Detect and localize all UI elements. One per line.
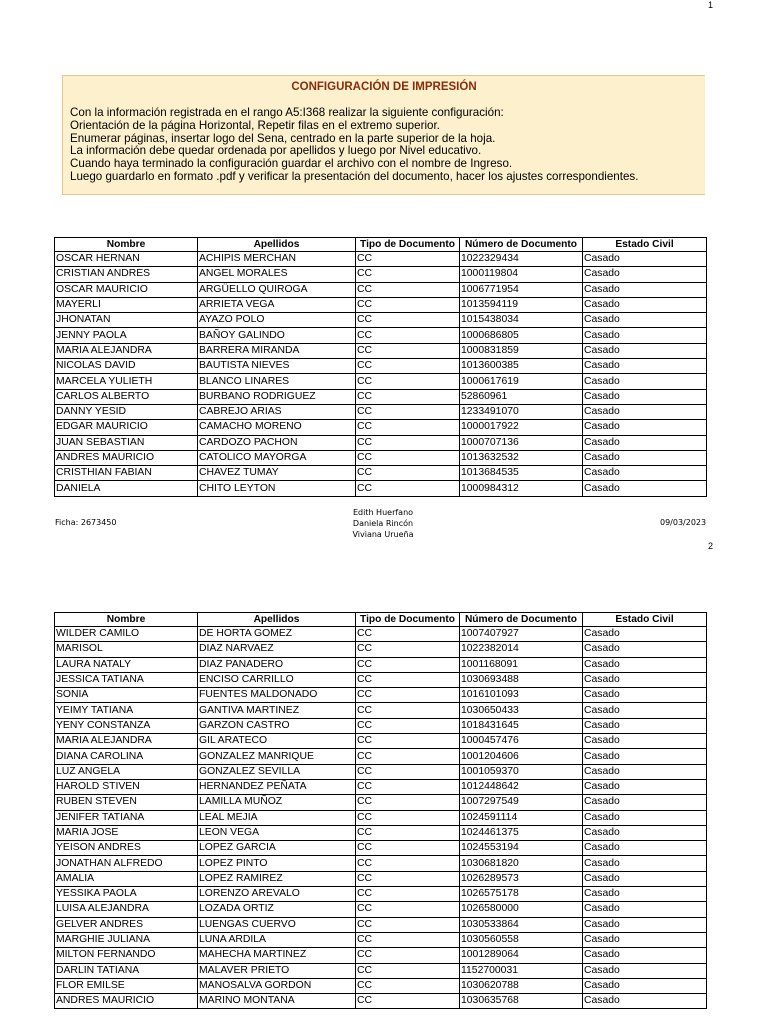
cell-apellidos: CARDOZO PACHON: [198, 435, 356, 450]
cell-estado-civil: Casado: [583, 963, 707, 978]
cell-numero-documento: 1015438034: [460, 313, 583, 328]
cell-apellidos: BLANCO LINARES: [198, 374, 356, 389]
cell-apellidos: LUNA ARDILA: [198, 932, 356, 947]
cell-apellidos: ENCISO CARRILLO: [198, 672, 356, 687]
header-tipo-documento: Tipo de Documento: [356, 613, 460, 627]
cell-apellidos: ANGEL MORALES: [198, 267, 356, 282]
author-name: Daniela Rincón: [352, 519, 414, 528]
cell-numero-documento: 1000617619: [460, 374, 583, 389]
table-row: [55, 810, 707, 825]
cell-nombre: JHONATAN: [55, 313, 198, 328]
cell-tipo-documento: CC: [356, 764, 460, 779]
header-numero-documento: Número de Documento: [460, 613, 583, 627]
cell-numero-documento: 1022329434: [460, 252, 583, 267]
cell-estado-civil: Casado: [583, 450, 707, 465]
cell-numero-documento: 1000119804: [460, 267, 583, 282]
cell-apellidos: DE HORTA GOMEZ: [198, 627, 356, 642]
cell-estado-civil: Casado: [583, 657, 707, 672]
cell-tipo-documento: CC: [356, 282, 460, 297]
cell-nombre: CARLOS ALBERTO: [55, 389, 198, 404]
cell-estado-civil: Casado: [583, 841, 707, 856]
cell-estado-civil: Casado: [583, 420, 707, 435]
cell-nombre: JENNY PAOLA: [55, 328, 198, 343]
cell-tipo-documento: CC: [356, 435, 460, 450]
header-estado-civil: Estado Civil: [583, 238, 707, 252]
cell-estado-civil: Casado: [583, 627, 707, 642]
cell-nombre: WILDER CAMILO: [55, 627, 198, 642]
table-row: [55, 359, 707, 374]
cell-tipo-documento: CC: [356, 718, 460, 733]
cell-nombre: LAURA NATALY: [55, 657, 198, 672]
cell-tipo-documento: CC: [356, 343, 460, 358]
table-row: [55, 764, 707, 779]
cell-apellidos: CHITO LEYTON: [198, 481, 356, 496]
cell-tipo-documento: CC: [356, 657, 460, 672]
cell-apellidos: LOPEZ PINTO: [198, 856, 356, 871]
cell-nombre: MARIA JOSE: [55, 825, 198, 840]
cell-nombre: RUBEN STEVEN: [55, 795, 198, 810]
cell-apellidos: LORENZO AREVALO: [198, 887, 356, 902]
table-row: [55, 703, 707, 718]
cell-tipo-documento: CC: [356, 313, 460, 328]
table-row: [55, 627, 707, 642]
cell-nombre: DARLIN TATIANA: [55, 963, 198, 978]
cell-tipo-documento: CC: [356, 871, 460, 886]
footer-authors: [318, 507, 448, 540]
cell-tipo-documento: CC: [356, 810, 460, 825]
table-row: [55, 932, 707, 947]
footer-ficha: Ficha: 2673450: [55, 518, 117, 527]
header-apellidos: Apellidos: [198, 238, 356, 252]
cell-apellidos: MAHECHA MARTINEZ: [198, 948, 356, 963]
cell-apellidos: BAUTISTA NIEVES: [198, 359, 356, 374]
cell-nombre: JONATHAN ALFREDO: [55, 856, 198, 871]
cell-nombre: MARGHIE JULIANA: [55, 932, 198, 947]
cell-tipo-documento: CC: [356, 994, 460, 1009]
header-numero-documento: Número de Documento: [460, 238, 583, 252]
table-row: [55, 887, 707, 902]
cell-estado-civil: Casado: [583, 267, 707, 282]
table-row: [55, 948, 707, 963]
cell-tipo-documento: CC: [356, 902, 460, 917]
cell-numero-documento: 1001059370: [460, 764, 583, 779]
cell-apellidos: MALAVER PRIETO: [198, 963, 356, 978]
cell-tipo-documento: CC: [356, 734, 460, 749]
cell-apellidos: GIL ARATECO: [198, 734, 356, 749]
cell-estado-civil: Casado: [583, 297, 707, 312]
cell-tipo-documento: CC: [356, 978, 460, 993]
cell-nombre: CRISTIAN ANDRES: [55, 267, 198, 282]
cell-tipo-documento: CC: [356, 481, 460, 496]
cell-apellidos: LOPEZ GARCIA: [198, 841, 356, 856]
cell-estado-civil: Casado: [583, 282, 707, 297]
cell-tipo-documento: CC: [356, 688, 460, 703]
author-name: Edith Huerfano: [352, 508, 414, 517]
cell-tipo-documento: CC: [356, 948, 460, 963]
cell-numero-documento: 1030635768: [460, 994, 583, 1009]
cell-tipo-documento: CC: [356, 795, 460, 810]
cell-numero-documento: 1024461375: [460, 825, 583, 840]
cell-estado-civil: Casado: [583, 313, 707, 328]
table-row: [55, 252, 707, 267]
cell-numero-documento: 1152700031: [460, 963, 583, 978]
cell-numero-documento: 1026289573: [460, 871, 583, 886]
cell-estado-civil: Casado: [583, 404, 707, 419]
cell-nombre: CRISTHIAN FABIAN: [55, 466, 198, 481]
cell-numero-documento: 1000457476: [460, 734, 583, 749]
table-row: [55, 297, 707, 312]
table-row: [55, 389, 707, 404]
table-row: [55, 856, 707, 871]
config-instructions: [63, 107, 705, 184]
cell-nombre: SONIA: [55, 688, 198, 703]
cell-nombre: DANNY YESID: [55, 404, 198, 419]
table-row: [55, 343, 707, 358]
cell-numero-documento: 1022382014: [460, 642, 583, 657]
cell-numero-documento: 1024591114: [460, 810, 583, 825]
config-line: Cuando haya terminado la configuración guardar el archivo con el nombre de Ingreso.: [70, 157, 513, 171]
cell-estado-civil: Casado: [583, 328, 707, 343]
cell-tipo-documento: CC: [356, 627, 460, 642]
cell-apellidos: ARGÜELLO QUIROGA: [198, 282, 356, 297]
cell-estado-civil: Casado: [583, 672, 707, 687]
cell-nombre: OSCAR HERNAN: [55, 252, 198, 267]
cell-numero-documento: 1024553194: [460, 841, 583, 856]
table-row: [55, 672, 707, 687]
cell-tipo-documento: CC: [356, 267, 460, 282]
cell-apellidos: MARINO MONTANA: [198, 994, 356, 1009]
cell-nombre: EDGAR MAURICIO: [55, 420, 198, 435]
cell-estado-civil: Casado: [583, 887, 707, 902]
table-row: [55, 282, 707, 297]
cell-tipo-documento: CC: [356, 703, 460, 718]
cell-tipo-documento: CC: [356, 779, 460, 794]
cell-numero-documento: 1000017922: [460, 420, 583, 435]
cell-nombre: ANDRES MAURICIO: [55, 994, 198, 1009]
cell-apellidos: LEAL MEJIA: [198, 810, 356, 825]
cell-estado-civil: Casado: [583, 642, 707, 657]
cell-apellidos: ACHIPIS MERCHAN: [198, 252, 356, 267]
cell-nombre: DIANA CAROLINA: [55, 749, 198, 764]
cell-apellidos: LUENGAS CUERVO: [198, 917, 356, 932]
cell-estado-civil: Casado: [583, 856, 707, 871]
cell-tipo-documento: CC: [356, 252, 460, 267]
cell-estado-civil: Casado: [583, 749, 707, 764]
cell-estado-civil: Casado: [583, 795, 707, 810]
cell-tipo-documento: CC: [356, 466, 460, 481]
header-nombre: Nombre: [55, 238, 198, 252]
cell-estado-civil: Casado: [583, 252, 707, 267]
table-row: [55, 718, 707, 733]
people-table-page-1: [54, 237, 707, 497]
cell-numero-documento: 1030560558: [460, 932, 583, 947]
cell-apellidos: HERNANDEZ PEÑATA: [198, 779, 356, 794]
table-row: [55, 841, 707, 856]
cell-numero-documento: 1000686805: [460, 328, 583, 343]
table-row: [55, 481, 707, 496]
cell-estado-civil: Casado: [583, 466, 707, 481]
cell-estado-civil: Casado: [583, 359, 707, 374]
table-row: [55, 450, 707, 465]
cell-apellidos: LOZADA ORTIZ: [198, 902, 356, 917]
cell-estado-civil: Casado: [583, 343, 707, 358]
cell-apellidos: ARRIETA VEGA: [198, 297, 356, 312]
cell-estado-civil: Casado: [583, 825, 707, 840]
table-row: [55, 978, 707, 993]
table-row: [55, 420, 707, 435]
cell-numero-documento: 1000831859: [460, 343, 583, 358]
cell-tipo-documento: CC: [356, 932, 460, 947]
cell-estado-civil: Casado: [583, 810, 707, 825]
table-row: [55, 825, 707, 840]
people-table-page-2: [54, 612, 707, 1009]
cell-tipo-documento: CC: [356, 328, 460, 343]
cell-numero-documento: 1013632532: [460, 450, 583, 465]
cell-estado-civil: Casado: [583, 703, 707, 718]
cell-apellidos: CHAVEZ TUMAY: [198, 466, 356, 481]
config-line: Luego guardarlo en formato .pdf y verificar la presentación del documento, hacer los ajustes correspondientes.: [70, 169, 639, 183]
footer-date: 09/03/2023: [660, 518, 707, 527]
cell-nombre: MARIA ALEJANDRA: [55, 343, 198, 358]
cell-apellidos: BARRERA MIRANDA: [198, 343, 356, 358]
cell-nombre: JESSICA TATIANA: [55, 672, 198, 687]
table-row: [55, 267, 707, 282]
table-row: [55, 963, 707, 978]
cell-nombre: JENIFER TATIANA: [55, 810, 198, 825]
cell-apellidos: LEON VEGA: [198, 825, 356, 840]
table-header-row: [55, 613, 707, 627]
cell-numero-documento: 1026580000: [460, 902, 583, 917]
cell-apellidos: BAÑOY GALINDO: [198, 328, 356, 343]
cell-numero-documento: 1007297549: [460, 795, 583, 810]
config-title: CONFIGURACIÓN DE IMPRESIÓN: [291, 81, 477, 93]
cell-tipo-documento: CC: [356, 359, 460, 374]
cell-tipo-documento: CC: [356, 749, 460, 764]
author-name: Viviana Urueña: [352, 530, 414, 539]
cell-estado-civil: Casado: [583, 917, 707, 932]
cell-numero-documento: 1000984312: [460, 481, 583, 496]
table-header-row: [55, 238, 707, 252]
cell-numero-documento: 1012448642: [460, 779, 583, 794]
cell-nombre: LUISA ALEJANDRA: [55, 902, 198, 917]
cell-apellidos: CAMACHO MORENO: [198, 420, 356, 435]
cell-numero-documento: 1001204606: [460, 749, 583, 764]
table-row: [55, 734, 707, 749]
cell-estado-civil: Casado: [583, 932, 707, 947]
cell-nombre: YENY CONSTANZA: [55, 718, 198, 733]
cell-estado-civil: Casado: [583, 948, 707, 963]
cell-numero-documento: 1007407927: [460, 627, 583, 642]
cell-nombre: GELVER ANDRES: [55, 917, 198, 932]
cell-apellidos: DIAZ PANADERO: [198, 657, 356, 672]
cell-numero-documento: 1001168091: [460, 657, 583, 672]
table-row: [55, 435, 707, 450]
cell-nombre: YESSIKA PAOLA: [55, 887, 198, 902]
cell-apellidos: BURBANO RODRIGUEZ: [198, 389, 356, 404]
cell-nombre: HAROLD STIVEN: [55, 779, 198, 794]
cell-numero-documento: 1030533864: [460, 917, 583, 932]
header-tipo-documento: Tipo de Documento: [356, 238, 460, 252]
cell-estado-civil: Casado: [583, 764, 707, 779]
cell-apellidos: CABREJO ARIAS: [198, 404, 356, 419]
cell-nombre: ANDRES MAURICIO: [55, 450, 198, 465]
cell-estado-civil: Casado: [583, 994, 707, 1009]
cell-tipo-documento: CC: [356, 404, 460, 419]
cell-apellidos: GANTIVA MARTINEZ: [198, 703, 356, 718]
cell-numero-documento: 1000707136: [460, 435, 583, 450]
config-line: La información debe quedar ordenada por apellidos y luego por Nivel educativo.: [70, 144, 482, 158]
cell-estado-civil: Casado: [583, 718, 707, 733]
cell-nombre: LUZ ANGELA: [55, 764, 198, 779]
cell-nombre: MARCELA YULIETH: [55, 374, 198, 389]
table-row: [55, 779, 707, 794]
cell-estado-civil: Casado: [583, 902, 707, 917]
cell-nombre: DANIELA: [55, 481, 198, 496]
header-apellidos: Apellidos: [198, 613, 356, 627]
table-row: [55, 688, 707, 703]
cell-tipo-documento: CC: [356, 672, 460, 687]
table-row: [55, 328, 707, 343]
cell-estado-civil: Casado: [583, 688, 707, 703]
cell-apellidos: LAMILLA MUÑOZ: [198, 795, 356, 810]
cell-nombre: MILTON FERNANDO: [55, 948, 198, 963]
cell-estado-civil: Casado: [583, 389, 707, 404]
table-row: [55, 657, 707, 672]
cell-estado-civil: Casado: [583, 871, 707, 886]
cell-apellidos: MANOSALVA GORDON: [198, 978, 356, 993]
cell-estado-civil: Casado: [583, 978, 707, 993]
config-line: Con la información registrada en el rango A5:I368 realizar la siguiente configuración:: [70, 106, 504, 119]
header-nombre: Nombre: [55, 613, 198, 627]
cell-numero-documento: 1026575178: [460, 887, 583, 902]
cell-apellidos: GONZALEZ SEVILLA: [198, 764, 356, 779]
cell-numero-documento: 1013600385: [460, 359, 583, 374]
table-row: [55, 642, 707, 657]
cell-tipo-documento: CC: [356, 374, 460, 389]
cell-nombre: MARIA ALEJANDRA: [55, 734, 198, 749]
table-row: [55, 374, 707, 389]
print-config-box: [62, 75, 705, 195]
table-row: [55, 902, 707, 917]
cell-numero-documento: 1030681820: [460, 856, 583, 871]
cell-numero-documento: 1030620788: [460, 978, 583, 993]
cell-apellidos: AYAZO POLO: [198, 313, 356, 328]
table-row: [55, 749, 707, 764]
cell-numero-documento: 1233491070: [460, 404, 583, 419]
cell-numero-documento: 1018431645: [460, 718, 583, 733]
cell-tipo-documento: CC: [356, 297, 460, 312]
cell-nombre: MAYERLI: [55, 297, 198, 312]
cell-numero-documento: 1001289064: [460, 948, 583, 963]
cell-estado-civil: Casado: [583, 435, 707, 450]
cell-estado-civil: Casado: [583, 481, 707, 496]
table-row: [55, 313, 707, 328]
cell-tipo-documento: CC: [356, 420, 460, 435]
cell-nombre: YEIMY TATIANA: [55, 703, 198, 718]
cell-numero-documento: 1006771954: [460, 282, 583, 297]
cell-apellidos: DIAZ NARVAEZ: [198, 642, 356, 657]
cell-tipo-documento: CC: [356, 963, 460, 978]
cell-apellidos: GARZON CASTRO: [198, 718, 356, 733]
cell-apellidos: FUENTES MALDONADO: [198, 688, 356, 703]
cell-tipo-documento: CC: [356, 825, 460, 840]
cell-apellidos: GONZALEZ MANRIQUE: [198, 749, 356, 764]
cell-nombre: YEISON ANDRES: [55, 841, 198, 856]
cell-tipo-documento: CC: [356, 450, 460, 465]
cell-nombre: MARISOL: [55, 642, 198, 657]
table-row: [55, 917, 707, 932]
cell-apellidos: LOPEZ RAMIREZ: [198, 871, 356, 886]
config-line: Enumerar páginas, insertar logo del Sena, centrado en la parte superior de la hoja.: [70, 131, 496, 145]
page-number-1: 1: [708, 0, 714, 10]
cell-numero-documento: 1013594119: [460, 297, 583, 312]
table-row: [55, 466, 707, 481]
table-row: [55, 795, 707, 810]
cell-nombre: JUAN SEBASTIAN: [55, 435, 198, 450]
table-row: [55, 994, 707, 1009]
cell-tipo-documento: CC: [356, 642, 460, 657]
cell-numero-documento: 1013684535: [460, 466, 583, 481]
cell-estado-civil: Casado: [583, 374, 707, 389]
config-line: Orientación de la página Horizontal, Repetir filas en el extremo superior.: [70, 118, 440, 132]
cell-estado-civil: Casado: [583, 779, 707, 794]
cell-numero-documento: 1016101093: [460, 688, 583, 703]
cell-numero-documento: 52860961: [460, 389, 583, 404]
header-estado-civil: Estado Civil: [583, 613, 707, 627]
cell-tipo-documento: CC: [356, 917, 460, 932]
table-row: [55, 871, 707, 886]
cell-tipo-documento: CC: [356, 856, 460, 871]
cell-nombre: AMALIA: [55, 871, 198, 886]
cell-numero-documento: 1030650433: [460, 703, 583, 718]
cell-nombre: FLOR EMILSE: [55, 978, 198, 993]
cell-apellidos: CATOLICO MAYORGA: [198, 450, 356, 465]
cell-nombre: NICOLAS DAVID: [55, 359, 198, 374]
page-number-2: 2: [708, 541, 714, 551]
table-row: [55, 404, 707, 419]
cell-estado-civil: Casado: [583, 734, 707, 749]
cell-tipo-documento: CC: [356, 389, 460, 404]
cell-tipo-documento: CC: [356, 887, 460, 902]
cell-nombre: OSCAR MAURICIO: [55, 282, 198, 297]
cell-tipo-documento: CC: [356, 841, 460, 856]
cell-numero-documento: 1030693488: [460, 672, 583, 687]
